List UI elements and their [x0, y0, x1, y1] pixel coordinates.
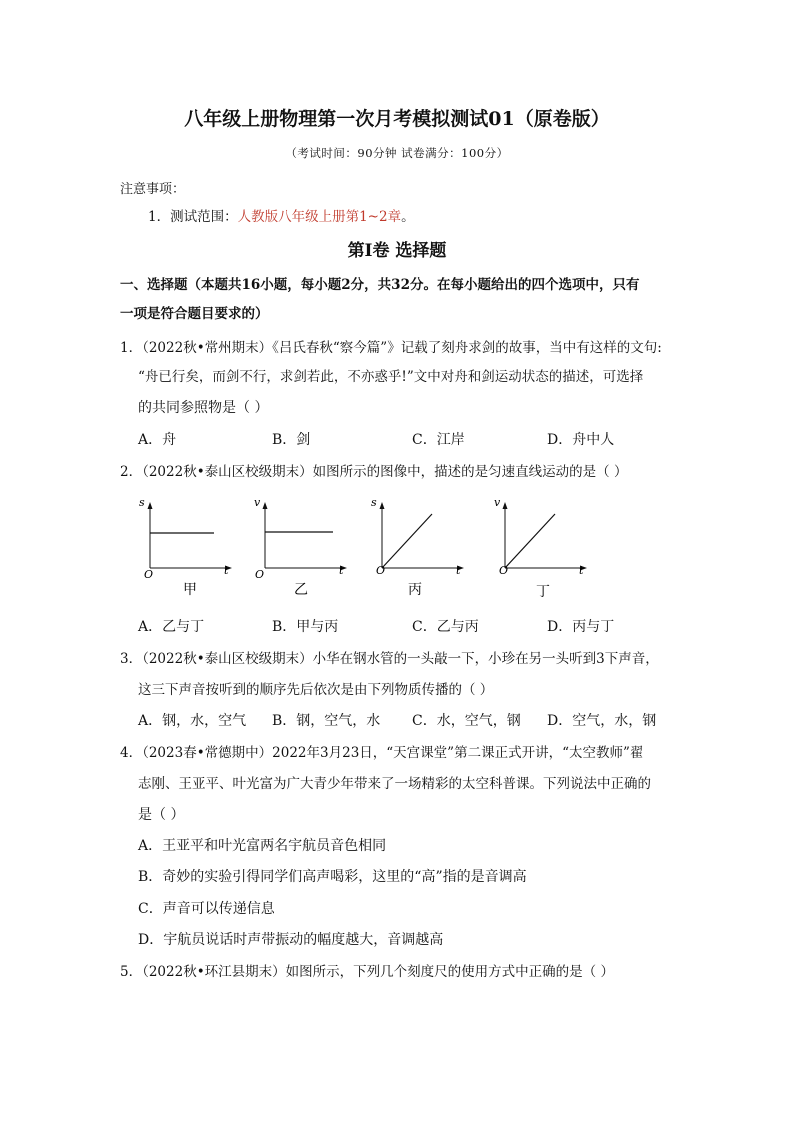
question-4-option-d[interactable]: D．宇航员说话时声带振动的幅度越大，音调越高	[138, 932, 444, 948]
question-4-line-1: 4．（2023春•常德期中）2022年3月23日，“天宫课堂”第二课正式开讲，“太空教师”翟	[120, 745, 644, 761]
section-instructions-line-1: 一、选择题（本题共16小题，每小题2分，共32分。在每小题给出的四个选项中，只有	[120, 277, 640, 293]
test-scope-highlight: 人教版八年级上册第1~2章	[237, 209, 402, 225]
y-axis-label: s	[139, 496, 145, 509]
question-2-option-a[interactable]: A．乙与丁	[138, 619, 205, 635]
question-3-line-2: 这三下声音按听到的顺序先后依次是由下列物质传播的（ ）	[138, 682, 494, 698]
graph-line	[382, 514, 432, 568]
x-axis-label: t	[456, 564, 461, 577]
question-1-line-1: 1．（2022秋•常州期末）《吕氏春秋“察今篇”》记载了刻舟求剑的故事，当中有这样的文句:	[120, 340, 662, 356]
question-4-option-c[interactable]: C．声音可以传递信息	[138, 901, 275, 917]
graph-yi	[251, 492, 351, 600]
graph-ding	[491, 492, 591, 600]
y-axis-label: v	[254, 496, 261, 509]
graph-bing	[368, 492, 468, 600]
x-axis-label: t	[579, 564, 584, 577]
origin-label: O	[144, 568, 154, 581]
y-axis-arrow-icon	[148, 502, 153, 509]
graph-ding-svg	[491, 492, 591, 600]
question-1-option-a[interactable]: A．舟	[138, 432, 177, 448]
question-1-option-d[interactable]: D．舟中人	[547, 432, 615, 448]
question-3-option-b[interactable]: B．钢，空气，水	[272, 713, 381, 729]
notes-item-1-prefix: 1．测试范围：	[148, 209, 238, 225]
x-axis-label: t	[339, 564, 344, 577]
question-2-option-c[interactable]: C．乙与丙	[412, 619, 479, 635]
question-2-line-1: 2．（2022秋•泰山区校级期末）如图所示的图像中，描述的是匀速直线运动的是（ ）	[120, 464, 628, 480]
graph-jia-svg	[136, 492, 236, 600]
question-1-option-b[interactable]: B．剑	[272, 432, 311, 448]
section-title: 第Ⅰ卷 选择题	[347, 241, 447, 261]
question-1-option-c[interactable]: C．江岸	[412, 432, 465, 448]
question-1-line-2: “舟已行矣，而剑不行，求剑若此，不亦惑乎!”文中对舟和剑运动状态的描述，可选择	[138, 369, 644, 385]
question-5-line-1: 5．（2022秋•环江县期末）如图所示，下列几个刻度尺的使用方式中正确的是（ ）	[120, 964, 614, 980]
y-axis-arrow-icon	[380, 502, 385, 509]
question-4-option-a[interactable]: A．王亚平和叶光富两名宇航员音色相同	[138, 838, 387, 854]
y-axis-label: s	[371, 496, 377, 509]
question-4-option-b[interactable]: B．奇妙的实验引得同学们高声喝彩，这里的“高”指的是音调高	[138, 869, 527, 885]
y-axis-label: v	[494, 496, 501, 509]
question-2-option-b[interactable]: B．甲与丙	[272, 619, 339, 635]
graph-caption: 丁	[536, 584, 550, 600]
graph-bing-svg	[368, 492, 468, 600]
graph-caption: 甲	[183, 582, 197, 598]
origin-label: O	[376, 564, 386, 577]
question-4-line-2: 志刚、王亚平、叶光富为广大青少年带来了一场精彩的太空科普课。下列说法中正确的	[138, 776, 651, 792]
graph-caption: 乙	[294, 582, 308, 598]
question-3-option-a[interactable]: A．钢，水，空气	[138, 713, 247, 729]
question-3-option-c[interactable]: C．水，空气，钢	[412, 713, 521, 729]
graph-line	[505, 514, 555, 568]
exam-info: （考试时间：90分钟 试卷满分：100分）	[285, 146, 509, 160]
y-axis-arrow-icon	[263, 502, 268, 509]
graph-caption: 丙	[408, 582, 422, 598]
notes-heading: 注意事项：	[120, 182, 186, 197]
origin-label: O	[499, 564, 509, 577]
page-title: 八年级上册物理第一次月考模拟测试01（原卷版）	[184, 108, 610, 130]
question-2-option-d[interactable]: D．丙与丁	[547, 619, 615, 635]
question-4-line-3: 是（ ）	[138, 807, 185, 823]
question-3-line-1: 3．（2022秋•泰山区校级期末）小华在钢水管的一头敲一下，小珍在另一头听到3下声音，	[120, 651, 659, 667]
graph-jia	[136, 492, 236, 600]
question-1-line-3: 的共同参照物是（ ）	[138, 400, 269, 416]
origin-label: O	[255, 568, 265, 581]
notes-item-1	[148, 205, 415, 225]
graph-yi-svg	[251, 492, 351, 600]
y-axis-arrow-icon	[503, 502, 508, 509]
question-3-option-d[interactable]: D．空气，水，钢	[547, 713, 657, 729]
notes-item-1-suffix: 。	[401, 209, 415, 225]
section-instructions-line-2: 一项是符合题目要求的）	[120, 306, 269, 322]
x-axis-label: t	[224, 564, 229, 577]
